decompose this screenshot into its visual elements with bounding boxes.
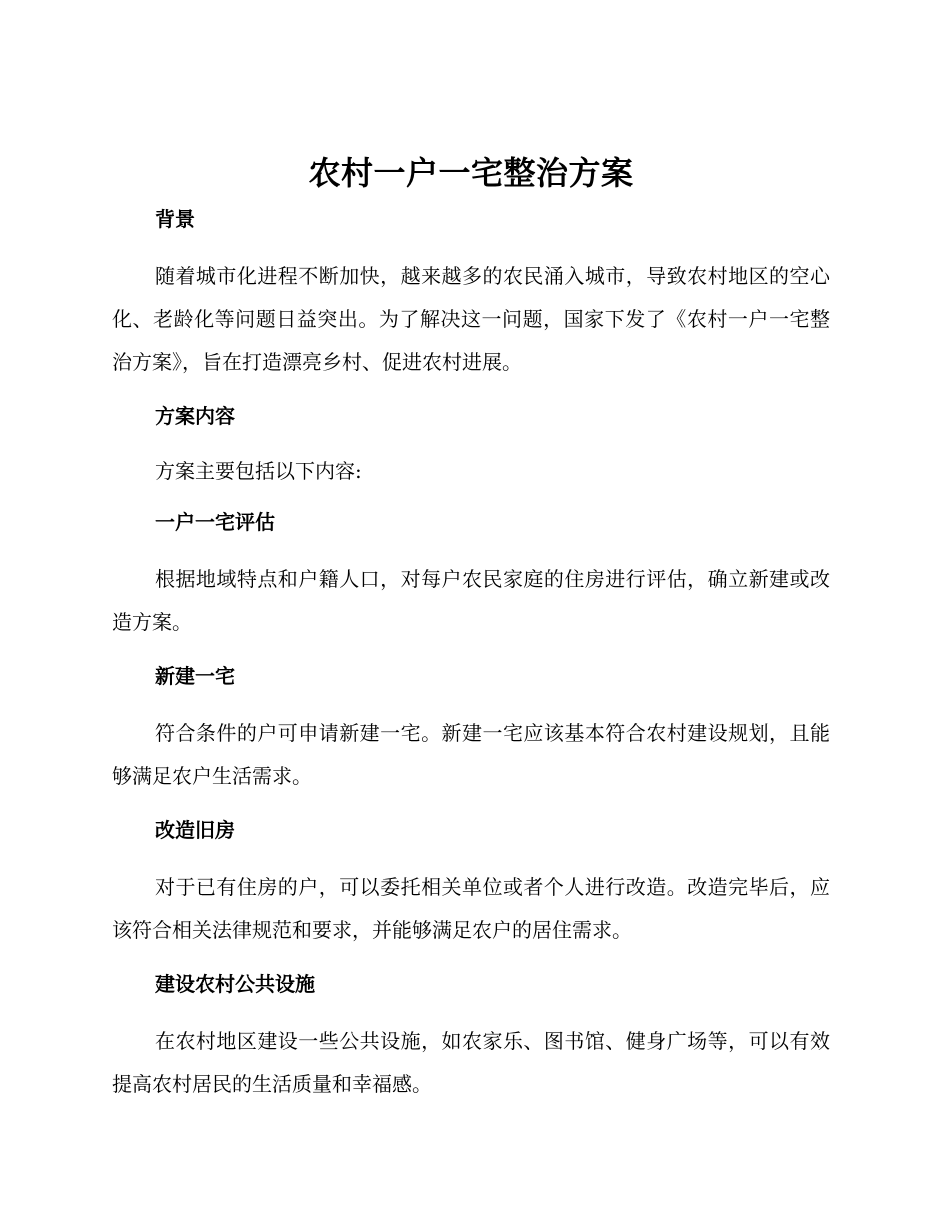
- section-background: [112, 205, 830, 384]
- document-body: [112, 150, 830, 1106]
- section-paragraph: 根据地域特点和户籍人口，对每户农民家庭的住房进行评估，确立新建或改造方案。: [112, 567, 830, 634]
- section-renovation: [112, 816, 830, 952]
- section-heading: 方案内容: [155, 404, 235, 428]
- document-title: 农村一户一宅整治方案: [308, 154, 634, 192]
- section-heading: 新建一宅: [155, 664, 235, 688]
- section-heading: 一户一宅评估: [155, 510, 275, 534]
- section-paragraph: 对于已有住房的户，可以委托相关单位或者个人进行改造。改造完毕后，应该符合相关法律规范和要求，并能够满足农户的居住需求。: [112, 875, 830, 942]
- section-public-facilities: [112, 970, 830, 1106]
- section-plan-content: [112, 402, 830, 493]
- section-heading: 改造旧房: [155, 818, 235, 842]
- section-paragraph: 在农村地区建设一些公共设施，如农家乐、图书馆、健身广场等，可以有效提高农村居民的生活质量和幸福感。: [112, 1029, 830, 1096]
- section-paragraph: 方案主要包括以下内容:: [155, 459, 362, 483]
- section-paragraph: 随着城市化进程不断加快，越来越多的农民涌入城市，导致农村地区的空心化、老龄化等问题日益突出。为了解决这一问题，国家下发了《农村一户一宅整治方案》，旨在打造漂亮乡村、促进农村进展。: [112, 264, 830, 374]
- section-paragraph: 符合条件的户可申请新建一宅。新建一宅应该基本符合农村建设规划，且能够满足农户生活需求。: [112, 721, 830, 788]
- section-new-house: [112, 662, 830, 798]
- section-heading: 建设农村公共设施: [155, 972, 315, 996]
- section-household-assessment: [112, 508, 830, 644]
- section-heading: 背景: [155, 207, 195, 231]
